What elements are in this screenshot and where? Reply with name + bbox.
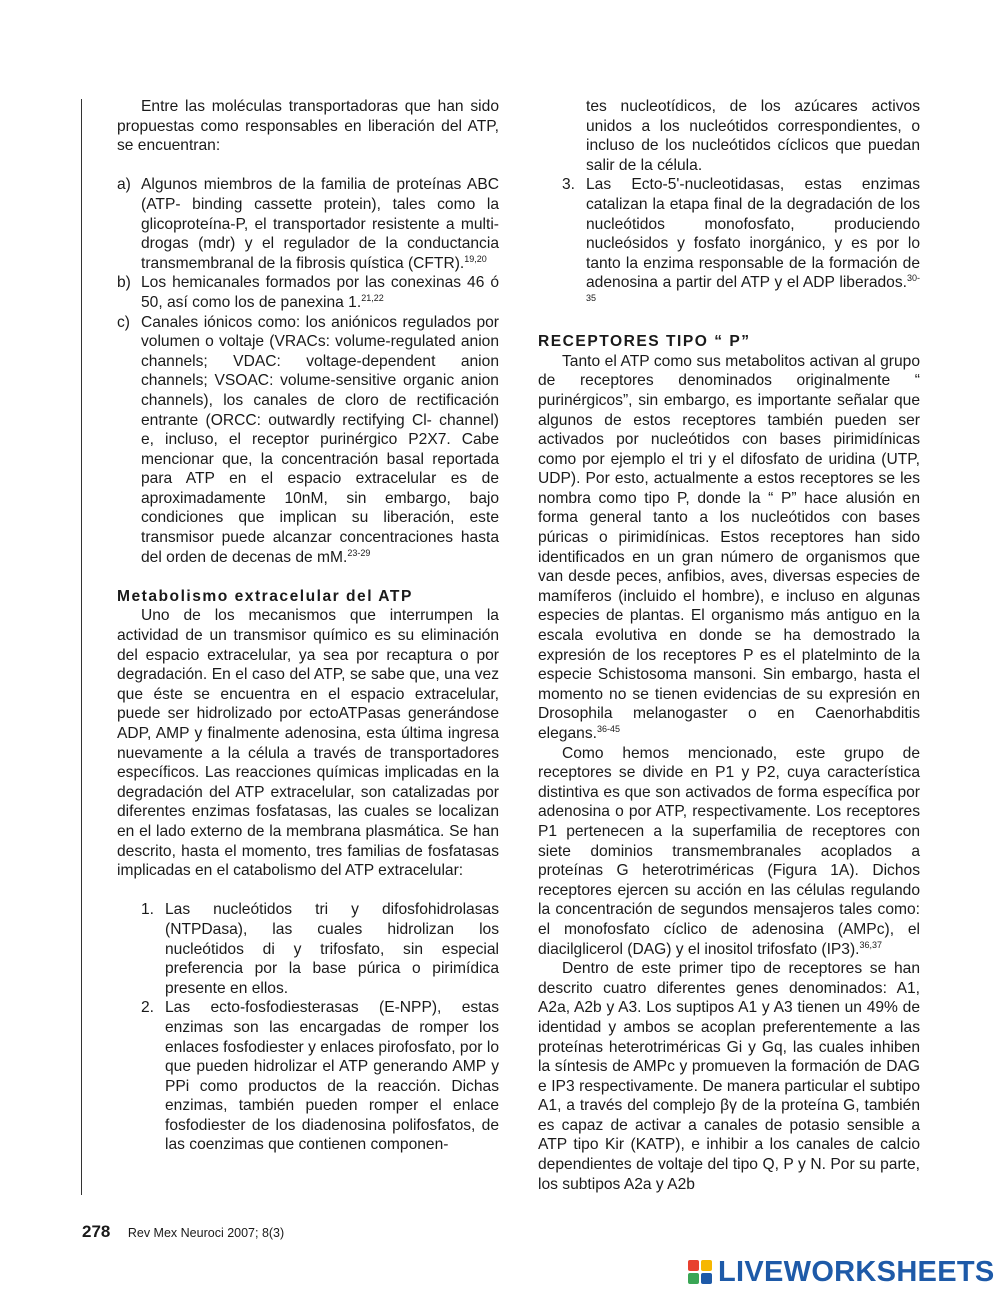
list-marker: c) [117, 313, 130, 331]
logo-square [701, 1260, 712, 1271]
receptors-paragraph-3: Dentro de este primer tipo de receptores se han descrito cuatro diferentes genes denominados: A1, A2a, A2b y A3. Los suptipos A1 y A3 tienen un 49% de identidad y ambos se acoplan preferentemente a las proteínas heterotriméricas Gi y Gq, las cuales inhiben la síntesis de AMPc y promueven la formación de DAG e IP3 respectivamente. De manera particular el subtipo A1, a través del complejo βγ de la proteína G, también es capaz de activar a canales de potasio sensible a ATP tipo Kir (KATP), e inhibir a los canales de calcio dependientes de voltaje del tipo Q, P y N. Por su parte, los subtipos A2a y A2b [538, 960, 920, 1193]
enzyme-list [117, 900, 499, 1155]
list-item-continuation [538, 97, 920, 175]
page-footer [82, 1222, 284, 1242]
list-item [117, 273, 499, 312]
column-rule [81, 99, 82, 1195]
transporter-list [117, 175, 499, 567]
reference: 23-29 [347, 547, 371, 558]
receptors-paragraph-1: Tanto el ATP como sus metabolitos activan al grupo de receptores denominados originalmente “ purinérgicos”, sin embargo, es importante señalar que algunos de estos receptores también pueden ser activados por nucleótidos con bases pirimidínicas como por ejemplo el tri y el difosfato de uridina (UTP, UDP). Por esto, actualmente a estos receptores se les nombra como tipo P, donde la “ P” hace alusión en forma general tanto a los nucleótidos con bases púricas o pirimidínicas. Estos receptores han sido identificados en un gran número de organismos que van desde peces, anfibios, aves, diversas especies de mamíferos (incluido el hombre), e incluso en algunas especies de plantas. El organismo más antiguo en la escala evolutiva en donde se ha demostrado la expresión de los receptores P es el platelminto de la especie Schistosoma mansoni. Sin embargo, hasta el momento no se tienen evidencias de su expresión en Drosophila melanogaster o en Caenorhabditis elegans.$^{36-45}$ [538, 352, 920, 742]
list-text: tes nucleotídicos, de los azúcares activos unidos a los nucleótidos correspondientes, o incluso de los nucleótidos cíclicos que puedan salir de la célula. [586, 98, 920, 174]
list-marker: 2. [141, 999, 155, 1017]
reference: 21,22 [361, 292, 384, 303]
logo-square [688, 1273, 699, 1284]
section-heading: Metabolismo extracelular del ATP [117, 587, 413, 605]
reference: 19,20 [464, 253, 487, 264]
list-text: Canales iónicos como: los aniónicos regulados por volumen o voltaje (VRACs: volume-regulated anion channels; VDAC: voltage-dependent anion channels; VSOAC: volume-sensitive organic anion channels), los canales de cloro de rectificación entrante (ORCC: outwardly rectifying Cl- channel) e, incluso, el receptor purinérgico P2X7. Cabe mencionar que, la concentración basal reportada para ATP en el espacio extracelular es de aproximadamente 10nM, sin embargo, bajo condiciones que implican su liberación, este transmisor puede alcanzar concentraciones hasta del orden de decenas de mM. [141, 313, 499, 566]
logo-text: LIVEWORKSHEETS [718, 1255, 995, 1288]
reference: 30-35 [586, 273, 920, 303]
section-heading: RECEPTORES TIPO “ P” [538, 333, 751, 351]
logo-square [701, 1273, 712, 1284]
journal-citation: Rev Mex Neuroci 2007; 8(3) [127, 1226, 285, 1240]
list-marker: 3. [562, 176, 576, 194]
list-text: Algunos miembros de la familia de proteínas ABC (ATP- binding cassette protein), tales como la glicoproteína-P, el transportador resistente a multi-drogas (mdr) y el regulador de la conductancia transmembranal de la fibrosis quística (CFTR). [141, 176, 499, 272]
intro-paragraph: Entre las moléculas transportadoras que han sido propuestas como responsables en liberación del ATP, se encuentran: [117, 98, 499, 155]
liveworksheets-logo[interactable] [688, 1252, 995, 1292]
list-item [117, 900, 499, 998]
receptors-paragraph-2: Como hemos mencionado, este grupo de receptores se divide en P1 y P2, cuya característica distintiva es que son activados de forma específica por adenosina o por ATP, respectivamente. Los receptores P1 pertenecen a la superfamilia de receptores con siete dominios transmembranales acoplados a proteínas G heterotriméricas (Figura 1A). Dichos receptores ejercen su acción en las células regulando la concentración de segundos mensajeros tales como: el monofosfato cíclico de adenosina (AMPc), el diacilglicerol (DAG) y el inositol trifosfato (IP3).$^{36,37}$ [538, 744, 920, 958]
list-text: Las ecto-fosfodiesterasas (E-NPP), estas enzimas son las encargadas de romper los enlaces fosfodiester y enlaces pirofosfato, por lo que pueden hidrolizar el ATP generando AMP y PPi como productos de la reacción. Dichas enzimas, también pueden romper el enlace fosfodiester de los diadenosina polifosfatos, de las coenzimas que contienen componen- [165, 999, 499, 1154]
list-text: Las nucleótidos tri y difosfohidrolasas (NTPDasa), las cuales hidrolizan los nucleótidos di y trifosfato, sin especial preferencia por la base púrica o pirimídica presente en ellos. [165, 901, 499, 997]
list-text: Las Ecto-5'-nucleotidasas, estas enzimas catalizan la etapa final de la degradación de los nucleótidos monofosfato, produciendo nucleósidos y fosfato inorgánico, y es por lo tanto la enzima responsable de la formación de adenosina a partir del ATP y el ADP liberados. [586, 176, 920, 292]
list-marker: 1. [141, 901, 155, 919]
list-item [117, 313, 499, 568]
list-item [117, 998, 499, 1155]
list-text: Los hemicanales formados por las conexinas 46 ó 50, así como los de panexina 1. [141, 274, 499, 311]
logo-grid-icon [688, 1260, 712, 1284]
metabolism-paragraph: Uno de los mecanismos que interrumpen la actividad de un transmisor químico es su eliminación del espacio extracelular, ya sea por recaptura o por degradación. En el caso del ATP, se sabe que, una vez que éste se encuentra en el espacio extracelular, puede ser hidrolizado por ectoATPasas generándose ADP, AMP y finalmente adenosina, esta última ingresa nuevamente a la célula a través de transportadores específicos. Las reacciones químicas implicadas en la degradación del ATP extracelular, son catalizadas por diferentes enzimas fosfatasas, las cuales se localizan en el lado externo de la membrana plasmática. Se han descrito, hasta el momento, tres familias de fosfatasas implicadas en el catabolismo del ATP extracelular: [117, 607, 499, 880]
list-marker: a) [117, 176, 131, 194]
list-item [538, 175, 920, 312]
right-column [538, 97, 920, 1194]
page-number: 278 [82, 1222, 111, 1241]
left-column [117, 97, 499, 1155]
reference: 36-45 [596, 723, 620, 734]
list-item [117, 175, 499, 273]
reference: 36,37 [859, 939, 883, 950]
logo-square [688, 1260, 699, 1271]
list-marker: b) [117, 274, 131, 292]
